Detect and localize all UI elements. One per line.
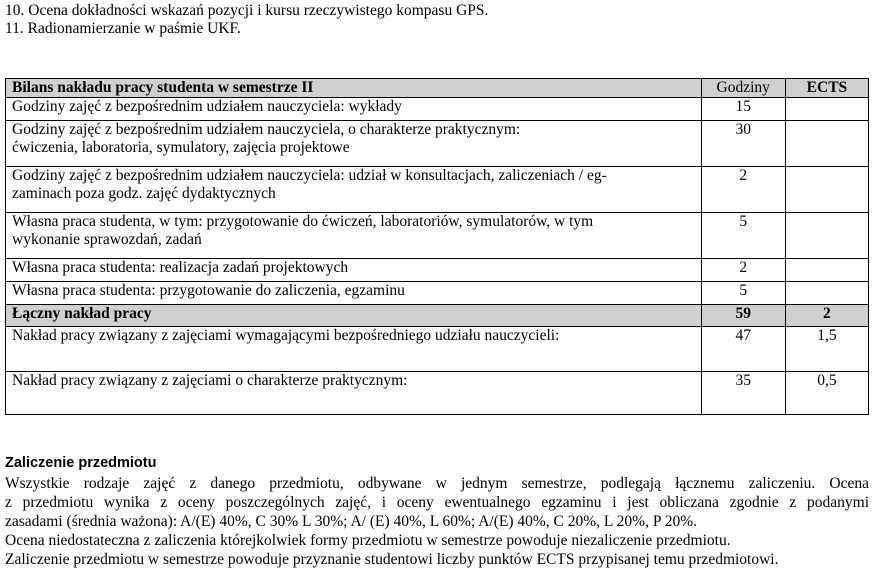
row-hours: 47: [701, 327, 785, 372]
row-hours: 2: [701, 167, 785, 213]
row-label-line: Godziny zajęć z bezpośrednim udziałem nauczyciela, o charakterze praktycznym:: [12, 121, 521, 138]
list-item-11: 11. Radionamierzanie w paśmie UKF.: [5, 20, 241, 37]
table-row: [6, 282, 869, 305]
row-ects: 1,5: [785, 327, 868, 372]
table-row: [6, 327, 869, 372]
row-label-line: wykonanie sprawozdań, zadań: [12, 231, 202, 248]
row-hours: 2: [701, 259, 785, 282]
table-row: [6, 372, 869, 415]
sum-hours: 59: [701, 305, 785, 327]
zaliczenie-paragraph: [5, 474, 869, 569]
workload-balance-table: [5, 78, 869, 415]
row-ects: [785, 213, 868, 259]
row-label-line: ćwiczenia, laboratoria, symulatory, zajęcia projektowe: [12, 139, 350, 156]
paragraph-line: Ocena niedostateczna z zaliczenia którejkolwiek formy przedmiotu w semestrze powoduje niezaliczenie przedmiotu.: [5, 532, 731, 549]
paragraph-line: Wszystkie rodzaje zajęć z danego przedmiotu, odbywane w jednym semestrze, podlegają łącznemu zaliczeniu. Ocena: [5, 475, 869, 492]
row-label: Godziny zajęć z bezpośrednim udziałem nauczyciela: wykłady: [12, 98, 402, 115]
row-label: Własna praca studenta: realizacja zadań projektowych: [12, 259, 349, 276]
list-item-10: 10. Ocena dokładności wskazań pozycji i kursu rzeczywistego kompasu GPS.: [5, 2, 489, 19]
paragraph-line: Zaliczenie przedmiotu w semestrze powoduje przyznanie studentowi liczby punktów ECTS przypisanej temu przedmiotowi.: [5, 551, 779, 568]
sum-ects: 2: [785, 305, 868, 327]
header-ects: ECTS: [785, 79, 868, 98]
row-label: Własna praca studenta: przygotowanie do zaliczenia, egzaminu: [12, 282, 405, 299]
row-label-line: zaminach poza godz. zajęć dydaktycznych: [12, 185, 276, 202]
table-row: [6, 121, 869, 167]
sum-label: Łączny nakład pracy: [6, 305, 702, 327]
table-row: [6, 259, 869, 282]
row-hours: 5: [701, 282, 785, 305]
row-ects: [785, 121, 868, 167]
header-bilans: Bilans nakładu pracy studenta w semestrze II: [6, 79, 702, 98]
row-label-line: Własna praca studenta, w tym: przygotowanie do ćwiczeń, laboratoriów, symulatorów, w tym: [12, 213, 594, 230]
section-title: Zaliczenie przedmiotu: [5, 455, 157, 471]
row-hours: 30: [701, 121, 785, 167]
row-hours: 15: [701, 98, 785, 121]
row-label-line: Godziny zajęć z bezpośrednim udziałem nauczyciela: udział w konsultacjach, zaliczeniach / eg-: [12, 167, 607, 184]
row-ects: [785, 282, 868, 305]
table-header-row: [6, 79, 869, 98]
row-hours: 5: [701, 213, 785, 259]
table-sum-row: [6, 305, 869, 327]
row-ects: 0,5: [785, 372, 868, 415]
paragraph-line: zasadami (średnia ważona): A/(E) 40%, C 30% L 30%; A/ (E) 40%, L 60%; A/(E) 40%, C 20%, L 20%, P 20%.: [5, 513, 698, 530]
table-row: [6, 167, 869, 213]
row-ects: [785, 167, 868, 213]
row-hours: 35: [701, 372, 785, 415]
row-ects: [785, 259, 868, 282]
row-label: Nakład pracy związany z zajęciami o charakterze praktycznym:: [6, 372, 702, 415]
row-ects: [785, 98, 868, 121]
table-row: [6, 98, 869, 121]
paragraph-line: z przedmiotu wynika z oceny poszczególnych zajęć, i oceny ewentualnego egzaminu i jest obliczana zgodnie z podanymi: [5, 494, 869, 511]
header-godziny: Godziny: [701, 79, 785, 98]
row-label: Nakład pracy związany z zajęciami wymagającymi bezpośredniego udziału nauczycieli:: [6, 327, 702, 372]
table-row: [6, 213, 869, 259]
